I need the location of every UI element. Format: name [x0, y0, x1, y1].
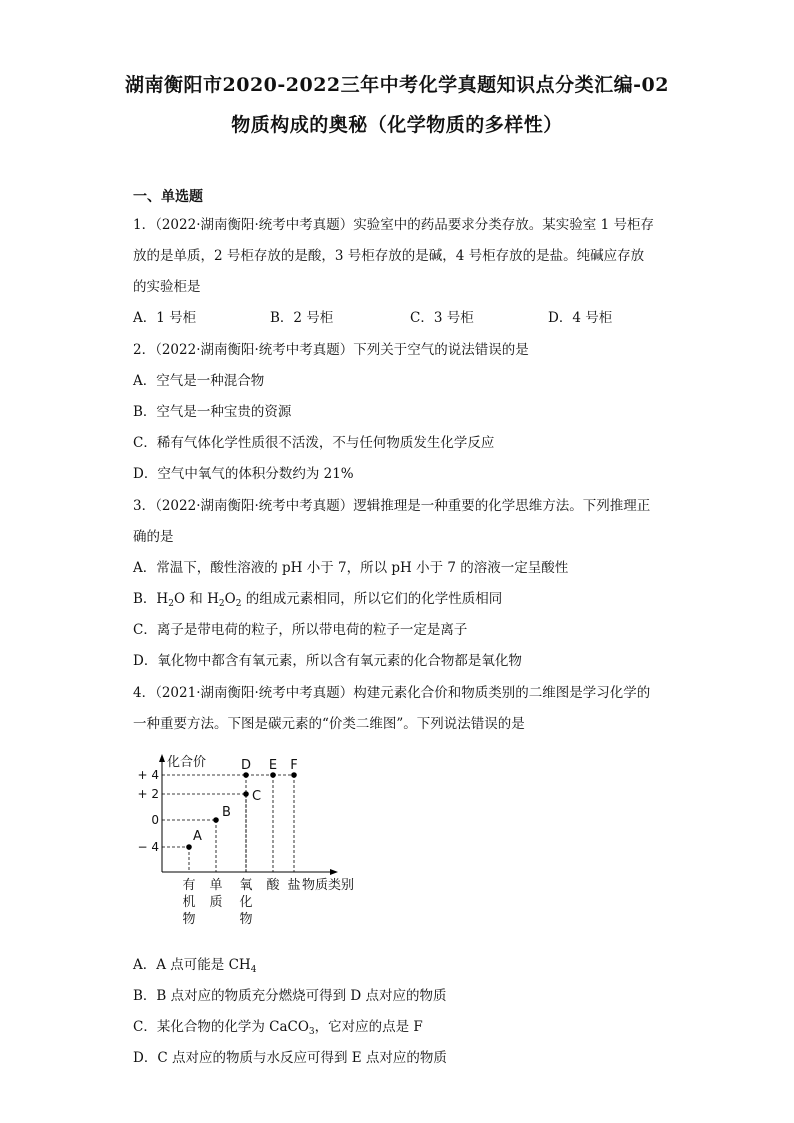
- x-tick-label: 酸: [266, 878, 280, 893]
- q2-option-d[interactable]: D．空气中氧气的体积分数约为 21%: [133, 466, 354, 482]
- x-tick-label: 化: [239, 895, 253, 910]
- q1-stem-line3: 的实验柜是: [133, 279, 201, 295]
- x-axis-arrow: [330, 869, 338, 875]
- q3-option-b[interactable]: [133, 587, 502, 609]
- q3-stem-line2: 确的是: [133, 529, 174, 545]
- point-label-f: F: [290, 758, 298, 773]
- q4-option-b[interactable]: B．B 点对应的物质充分燃烧可得到 D 点对应的物质: [133, 988, 447, 1004]
- x-tick-label: 质: [209, 895, 223, 910]
- y-tick-label: + 4: [137, 768, 159, 782]
- q4-stem-line2: 一种重要方法。下图是碳元素的“价类二维图”。下列说法错误的是: [133, 716, 525, 732]
- x-tick-label: 物: [239, 912, 253, 927]
- q3-option-d[interactable]: D．氧化物中都含有氧元素，所以含有氧元素的化合物都是氧化物: [133, 653, 522, 669]
- q3-stem-line1: 3．（2022·湖南衡阳·统考中考真题）逻辑推理是一种重要的化学思维方法。下列推理正: [133, 498, 651, 514]
- chart-points: [186, 772, 297, 850]
- point-label-e: E: [268, 758, 278, 773]
- q4-option-a-text: A．A 点可能是 CH: [133, 957, 251, 973]
- q1-option-d[interactable]: D．4 号柜: [548, 310, 613, 326]
- q3-option-b-post: 的组成元素相同，所以它们的化学性质相同: [241, 591, 503, 607]
- q1-stem-line1: 1．（2022·湖南衡阳·统考中考真题）实验室中的药品要求分类存放。某实验室 1 号柜存: [133, 217, 654, 233]
- subscript: 4: [250, 965, 257, 975]
- point-label-c: C: [252, 789, 262, 804]
- q2-option-c[interactable]: C．稀有气体化学性质很不活泼，不与任何物质发生化学反应: [133, 435, 495, 451]
- data-point-b: [213, 817, 219, 823]
- subscript: 2: [235, 599, 242, 609]
- subscript: 2: [218, 599, 225, 609]
- data-point-f: [291, 772, 297, 778]
- q2-option-a[interactable]: A．空气是一种混合物: [133, 373, 265, 389]
- valence-class-diagram: [133, 748, 373, 943]
- subscript: 2: [168, 599, 174, 609]
- x-tick-label: 机: [182, 895, 196, 910]
- q4-stem-line1: 4．（2021·湖南衡阳·统考中考真题）构建元素化合价和物质类别的二维图是学习化学的: [133, 685, 651, 701]
- q3-option-b-pre: B．H: [133, 591, 169, 607]
- q2-stem: 2．（2022·湖南衡阳·统考中考真题）下列关于空气的说法错误的是: [133, 342, 529, 358]
- chart-guide-lines: [162, 775, 294, 872]
- data-point-c: [243, 791, 249, 797]
- subscript: 3: [308, 1027, 315, 1037]
- q1-stem-line2: 放的是单质，2 号柜存放的是酸，3 号柜存放的是碱，4 号柜存放的是盐。纯碱应存放: [133, 248, 645, 264]
- data-point-d: [243, 772, 249, 778]
- point-label-b: B: [222, 805, 231, 820]
- q3-option-a[interactable]: A．常温下，酸性溶液的 pH 小于 7，所以 pH 小于 7 的溶液一定呈酸性: [133, 560, 569, 576]
- point-label-a: A: [193, 829, 202, 844]
- y-axis-label: 化合价: [167, 755, 207, 770]
- x-tick-label: 有: [182, 878, 196, 893]
- q4-option-d[interactable]: D．C 点对应的物质与水反应可得到 E 点对应的物质: [133, 1050, 447, 1066]
- data-point-a: [186, 844, 192, 850]
- x-tick-label: 氧: [239, 878, 253, 893]
- q1-option-a[interactable]: A．1 号柜: [133, 310, 197, 326]
- q4-option-c[interactable]: [133, 1015, 423, 1037]
- q4-option-c-post: ，它对应的点是 F: [314, 1019, 423, 1035]
- q1-option-c[interactable]: C．3 号柜: [410, 310, 474, 326]
- x-tick-label: 物: [182, 912, 196, 927]
- x-tick-label: 盐: [287, 878, 301, 893]
- y-tick-label: + 2: [137, 787, 159, 801]
- page-title-line1: 湖南衡阳市2020-2022三年中考化学真题知识点分类汇编-02: [125, 74, 669, 96]
- point-label-d: D: [240, 758, 252, 773]
- page-title-line2: 物质构成的奥秘（化学物质的多样性）: [231, 114, 563, 136]
- q4-option-a[interactable]: [133, 953, 256, 975]
- data-point-e: [270, 772, 276, 778]
- y-tick-label: − 4: [137, 840, 159, 854]
- q3-option-b-mid2: O: [224, 591, 236, 607]
- q3-option-c[interactable]: C．离子是带电荷的粒子，所以带电荷的粒子一定是离子: [133, 622, 468, 638]
- q1-option-b[interactable]: B．2 号柜: [270, 310, 334, 326]
- q4-option-c-pre: C．某化合物的化学为 CaCO: [133, 1019, 309, 1035]
- section-heading: 一、单选题: [133, 189, 203, 205]
- q2-option-b[interactable]: B．空气是一种宝贵的资源: [133, 404, 292, 420]
- q3-option-b-mid1: O 和 H: [173, 591, 219, 607]
- x-axis-label: 物质类别: [302, 878, 355, 893]
- y-axis-arrow: [159, 754, 165, 762]
- x-tick-label: 单: [209, 878, 223, 893]
- y-tick-label: 0: [151, 813, 159, 827]
